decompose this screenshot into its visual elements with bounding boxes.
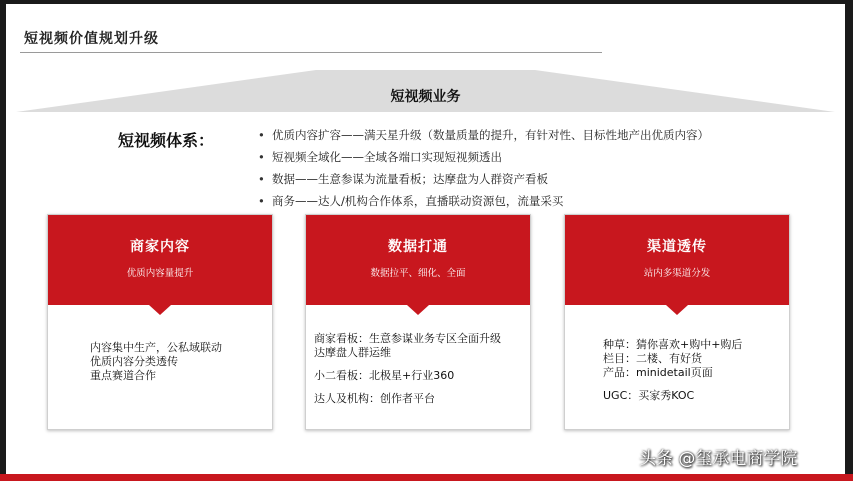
card-title: 商家内容 xyxy=(130,239,190,255)
card-subtitle: 站内多渠道分发 xyxy=(643,268,711,279)
card-line: 达摩盘人群运维 xyxy=(314,346,391,359)
card-body xyxy=(48,305,272,383)
bullet-item: • 优质内容扩容——满天星升级（数量质量的提升，有针对性、目标性地产出优质内容） xyxy=(258,124,709,146)
banner-label: 短视频业务 xyxy=(390,89,461,105)
card-line: 小二看板：北极星+行业360 xyxy=(314,369,455,382)
card-subtitle: 优质内容量提升 xyxy=(126,268,194,279)
card-line: 栏目：二楼、有好货 xyxy=(603,352,702,365)
bottom-accent-bar xyxy=(0,474,853,481)
card-line: 种草：猜你喜欢+购中+购后 xyxy=(603,338,743,351)
business-banner xyxy=(16,70,835,112)
bullet-item: • 短视频全域化——全域各端口实现短视频透出 xyxy=(258,146,709,168)
title-divider xyxy=(20,52,602,53)
bullet-item: • 数据——生意参谋为流量看板；达摩盘为人群资产看板 xyxy=(258,168,709,190)
card-line: UGC：买家秀KOC xyxy=(603,389,695,402)
card-title: 渠道透传 xyxy=(647,239,707,255)
card-body xyxy=(306,305,530,406)
slide xyxy=(6,4,845,474)
card-line: 优质内容分类透传 xyxy=(90,355,178,368)
card-data-integration xyxy=(305,214,531,430)
bullet-item: • 商务——达人/机构合作体系，直播联动资源包，流量采买 xyxy=(258,190,709,212)
card-header xyxy=(565,215,789,305)
card-channel-distribution xyxy=(564,214,790,430)
card-header xyxy=(48,215,272,305)
card-line: 内容集中生产，公私域联动 xyxy=(90,341,222,354)
card-merchant-content xyxy=(47,214,273,430)
card-line: 产品：minidetail页面 xyxy=(603,366,713,379)
card-header xyxy=(306,215,530,305)
card-title: 数据打通 xyxy=(388,239,448,255)
watermark-text: 头条 @玺承电商学院 xyxy=(639,449,798,469)
card-line: 重点赛道合作 xyxy=(90,369,156,382)
page-title: 短视频价值规划升级 xyxy=(24,31,159,47)
system-bullets xyxy=(258,124,709,212)
card-body xyxy=(565,305,789,403)
system-heading: 短视频体系： xyxy=(118,131,215,150)
card-line: 达人及机构：创作者平台 xyxy=(314,392,435,405)
card-subtitle: 数据拉平、细化、全面 xyxy=(370,268,466,279)
card-line: 商家看板：生意参谋业务专区全面升级 xyxy=(314,332,501,345)
